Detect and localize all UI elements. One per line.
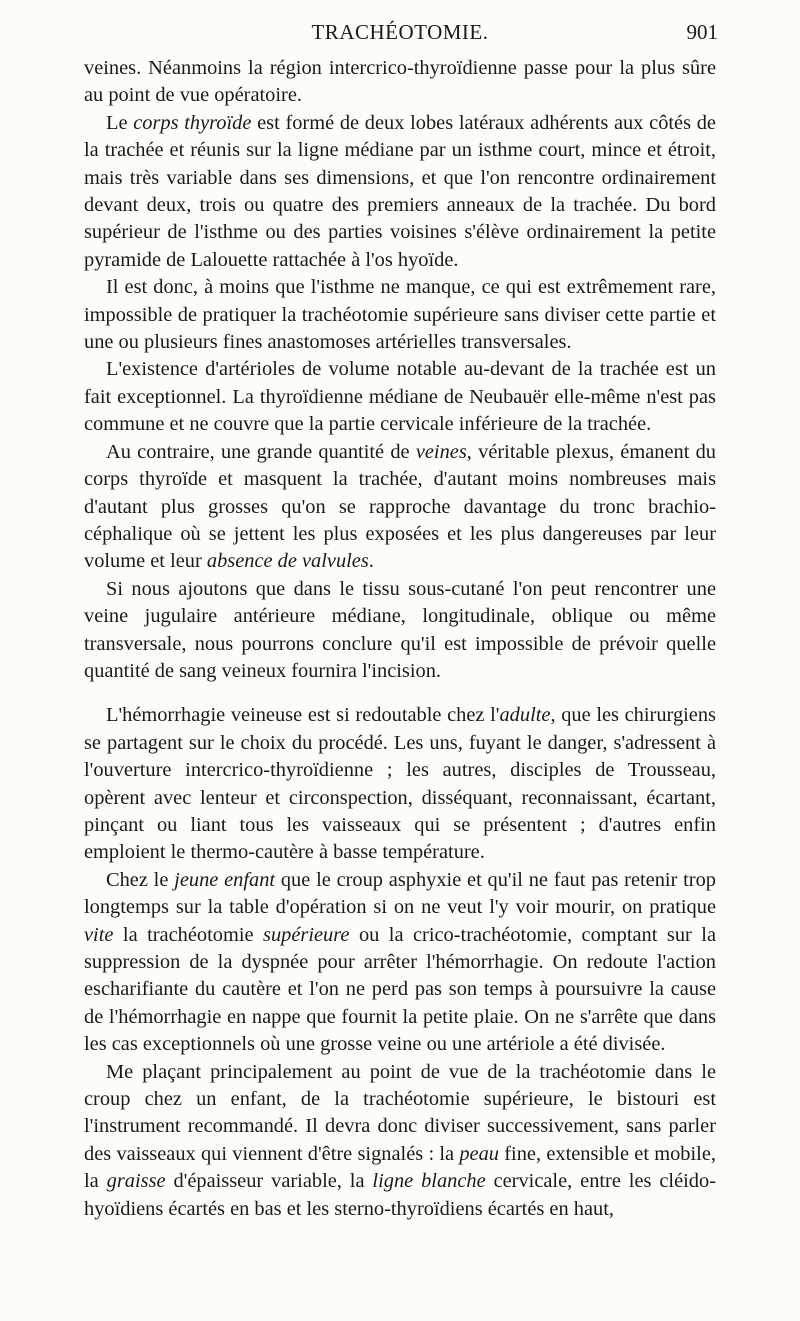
text-run: la trachéotomie (113, 923, 264, 946)
text-run: Il est donc, à moins que l'isthme ne manque, ce qui est extrêmement rare, impossible de pratiquer la trachéotomie supérieure sans diviser cette partie et une ou plusieurs fines anastomoses artérielles transversales. (84, 276, 716, 354)
italic-term: veines (415, 440, 467, 463)
text-run: est formé de deux lobes latéraux adhérents aux côtés de la trachée et réunis sur la ligne médiane par un isthme court, mince et étroit, mais très variable dans ses dimensions, et que l'on rencontre ordinairement devant deux, trois ou quatre des premiers anneaux de la trachée. Du bord supérieur de l'isthme ou des parties voisines s'élève ordinairement la petite pyramide de Lalouette rattachée à l'os hyoïde. (84, 111, 716, 271)
paragraph-gap (84, 685, 716, 702)
text-run: , véritable plexus, émanent du corps thyroïde et masquent la trachée, d'autant moins nombreuses mais d'autant plus grosses qu'on se rapproche davantage du tronc brachio-céphalique où se jettent les plus exposées et les plus dangereuses par leur volume et leur (84, 440, 717, 573)
text-run: , que les chirurgiens se partagent sur le choix du procédé. Les uns, fuyant le danger, s'adressent à l'ouverture intercrico-thyroïdienne ; les autres, disciples de Trousseau, opèrent avec lenteur et circonspection, disséquant, reconnaissant, écartant, pinçant ou liant tous les vaisseaux qui se présentent ; d'autres enfin emploient le thermo-cautère à basse température. (84, 704, 716, 864)
italic-term: supérieure (263, 923, 350, 946)
italic-term: corps thyroïde (133, 111, 252, 134)
italic-term: absence de valvules (206, 550, 369, 573)
text-run: L'hémorrhagie veineuse est si redoutable chez l' (106, 704, 500, 727)
paragraph (84, 110, 716, 274)
text-run: Si nous ajoutons que dans le tissu sous-cutané l'on peut rencontrer une veine jugulaire antérieure médiane, longitudinale, oblique ou même transversale, nous pourrons conclure qu'il est impossible de prévoir quelle quantité de sang veineux fournira l'incision. (84, 577, 716, 682)
text-run: veines. Néanmoins la région intercrico-thyroïdienne passe pour la plus sûre au point de vue opératoire. (84, 57, 716, 107)
italic-term: jeune enfant (174, 868, 276, 891)
text-run: . (368, 550, 374, 573)
text-run: Chez le (106, 868, 175, 891)
text-run: fine, extensible et mobile, la (84, 1142, 716, 1193)
paragraph (84, 55, 716, 110)
paragraph (84, 1059, 716, 1223)
text-run: d'épaisseur variable, la (165, 1170, 373, 1193)
running-title: TRACHÉOTOMIE. (311, 20, 489, 44)
paragraph (84, 356, 716, 438)
italic-term: graisse (106, 1170, 166, 1193)
text-run: ou la crico-trachéotomie, comptant sur la suppression de la dyspnée pour arrêter l'hémorrhagie. On redoute l'action escharifiante du cautère et l'on ne perd pas son temps à poursuivre la cause de l'hémorrhagie en nappe que fournit la petite plaie. On ne s'arrête que dans les cas exceptionnels où une grosse veine ou une artériole a été divisée. (84, 923, 716, 1056)
text-run: Au contraire, une grande quantité de (106, 440, 416, 463)
italic-term: adulte (499, 704, 551, 727)
body-text (84, 55, 716, 1223)
text-run: Le (106, 111, 134, 134)
paragraph (84, 274, 716, 356)
running-head (0, 18, 800, 48)
text-run: Me plaçant principalement au point de vue de la trachéotomie dans le croup chez un enfant, de la trachéotomie supérieure, le bistouri est l'instrument recommandé. Il devra donc diviser successivement, sans parler des vaisseaux qui viennent d'être signalés : la (84, 1060, 716, 1165)
italic-term: ligne blanche (372, 1170, 486, 1193)
paragraph (84, 702, 716, 866)
text-run: que le croup asphyxie et qu'il ne faut pas retenir trop longtemps sur la table d'opération si on ne veut l'y voir mourir, on pratique (84, 868, 716, 919)
italic-term: vite (84, 923, 114, 946)
paragraph (84, 867, 716, 1059)
paragraph (84, 439, 716, 576)
page-number: 901 (686, 20, 718, 44)
text-run: cervicale, entre les cléido-hyoïdiens écartés en bas et les sterno-thyroïdiens écartés en haut, (84, 1170, 716, 1220)
italic-term: peau (459, 1142, 499, 1165)
paragraph (84, 576, 716, 686)
text-run: L'existence d'artérioles de volume notable au-devant de la trachée est un fait exceptionnel. La thyroïdienne médiane de Neubauër elle-même n'est pas commune et ne couvre que la partie cervicale inférieure de la trachée. (84, 358, 716, 436)
